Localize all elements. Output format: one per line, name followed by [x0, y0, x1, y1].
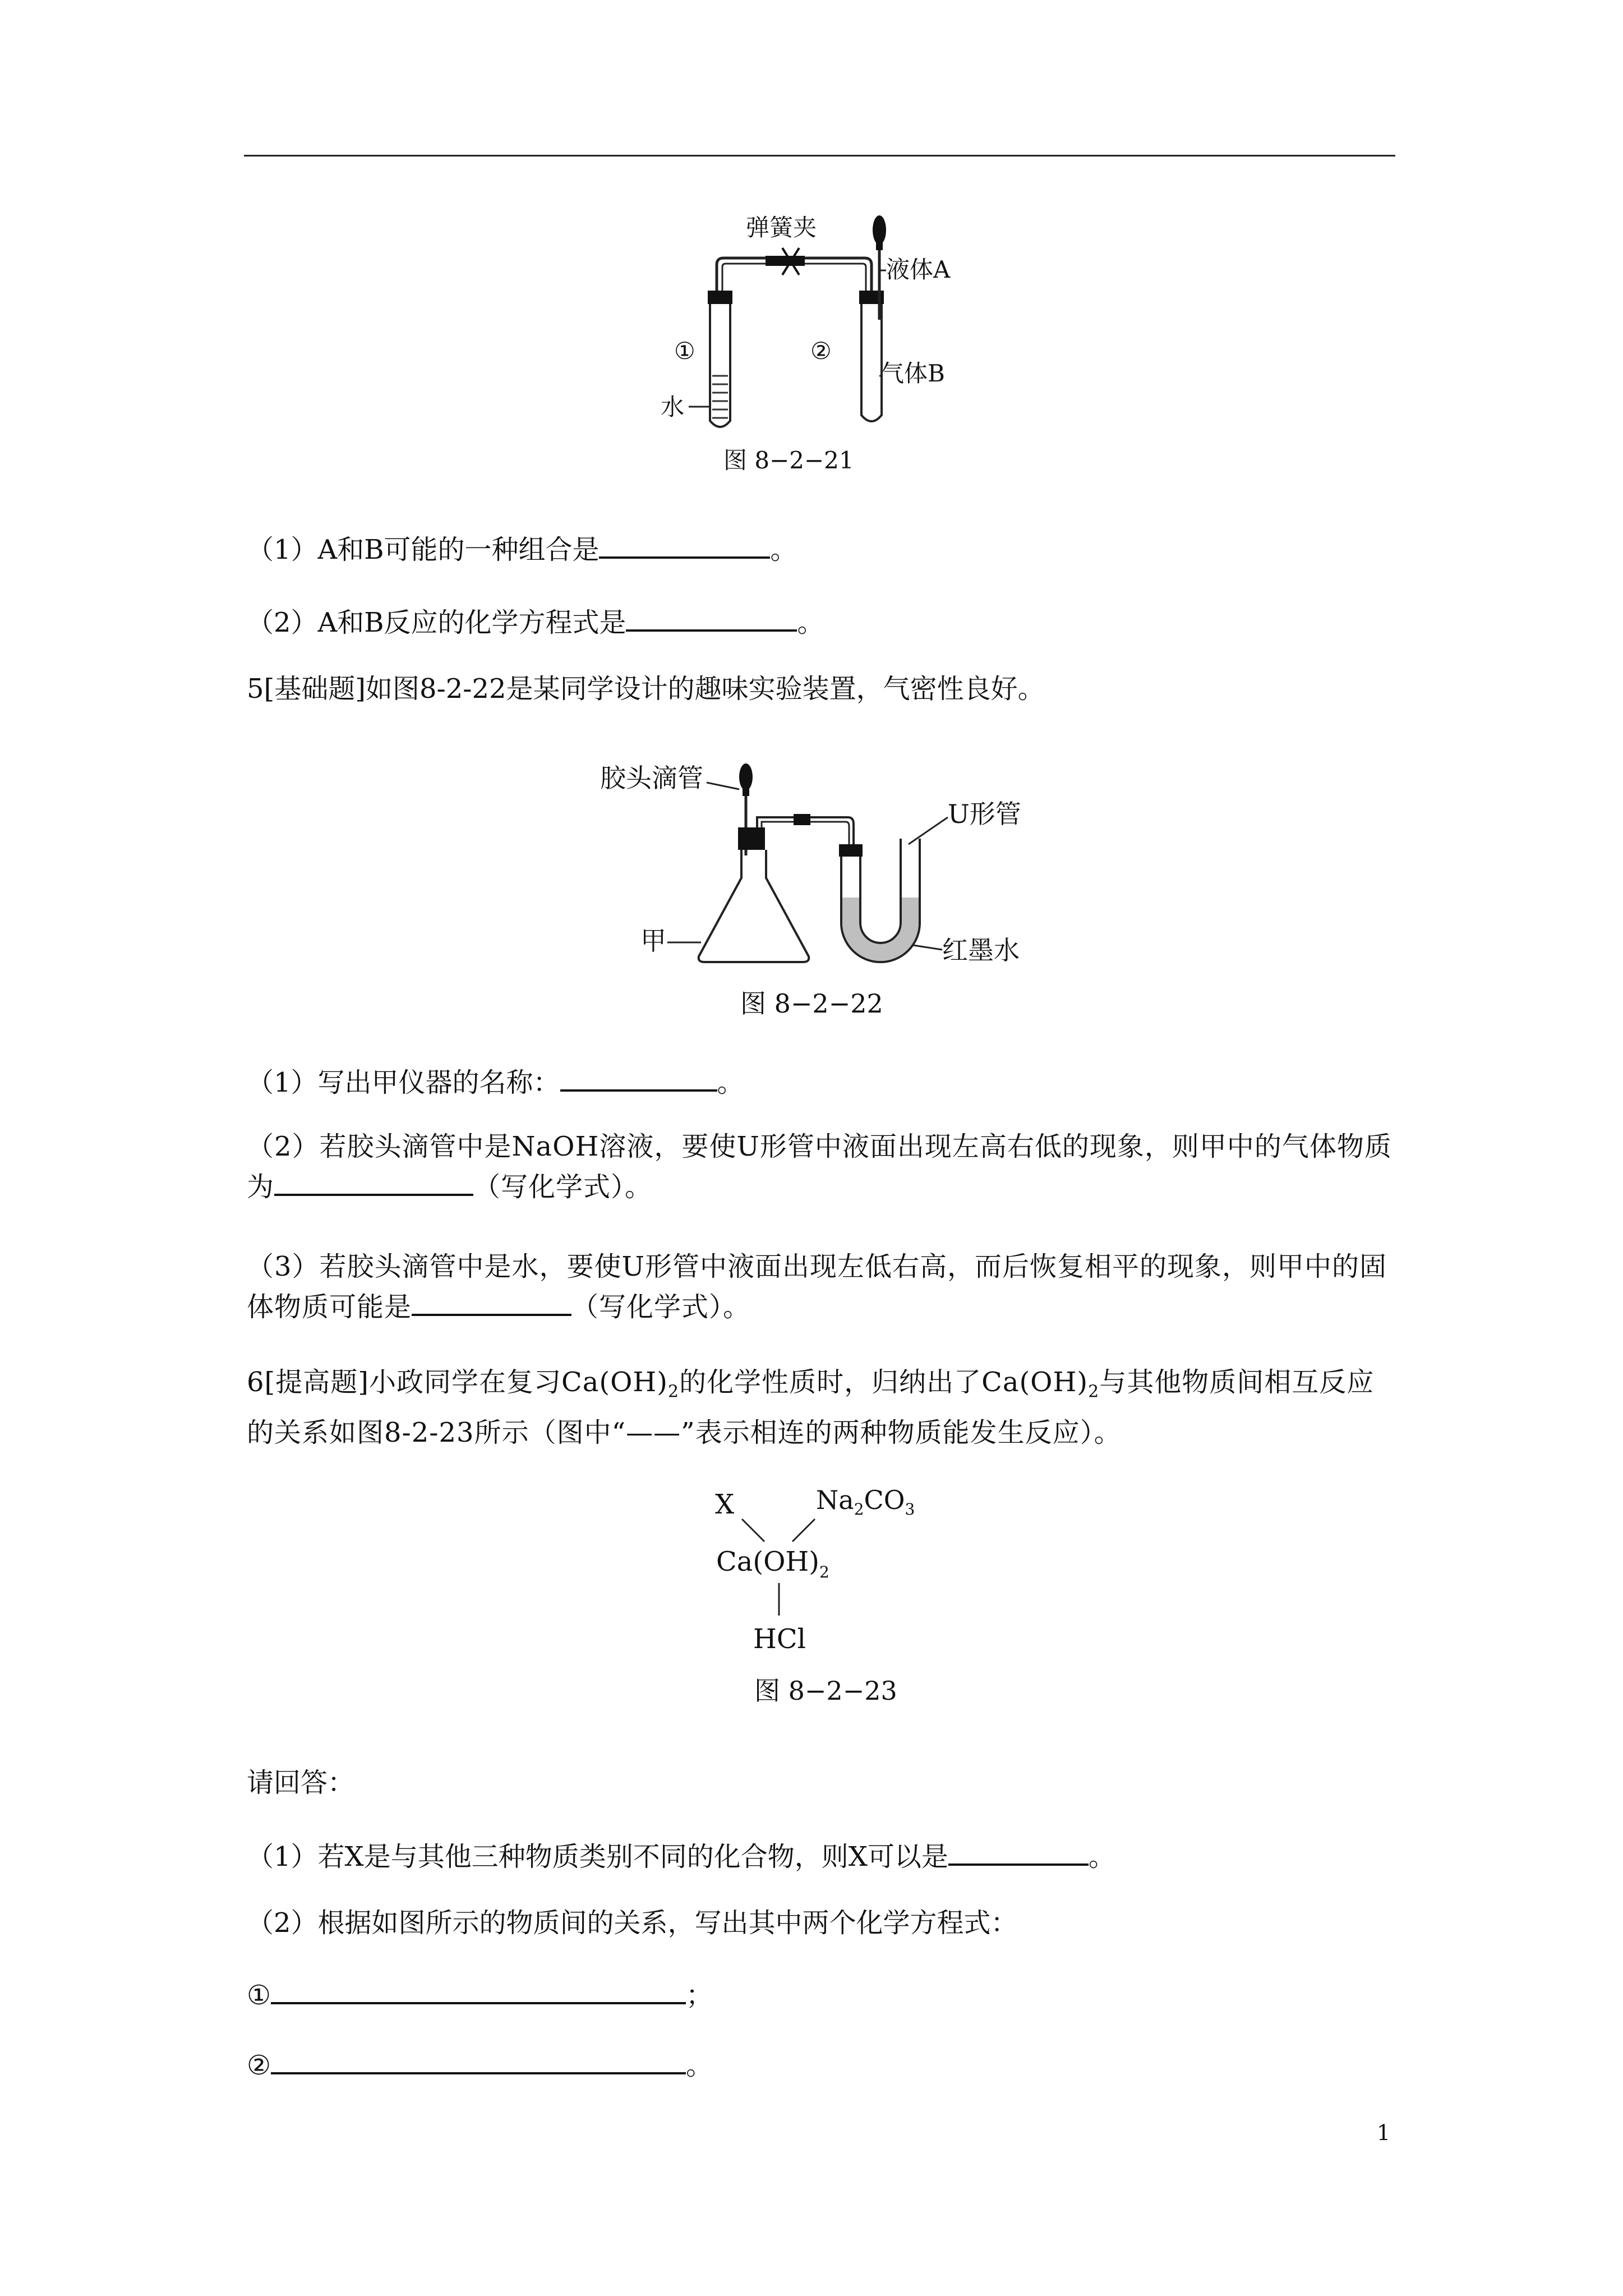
u-tube-label: U形管	[948, 799, 1021, 829]
q6-equation-2: ② 。	[247, 2047, 713, 2082]
link-x-caoh2	[742, 1519, 764, 1542]
answer-blank[interactable]	[560, 1065, 717, 1092]
conical-flask	[699, 850, 809, 962]
answer-blank[interactable]	[599, 532, 770, 559]
q4-part-2: （2）A和B反应的化学方程式是 。	[247, 605, 824, 639]
flask-label: 甲	[640, 926, 666, 956]
q6-title: 6[提高题]小政同学在复习$Ca(OH)_2$的化学性质时，归纳出了$Ca(OH)_2$与其他物质间相互反应的关系如图8-2-23所示（图中“——”表示相连的两种物质能发生反应）。	[247, 1366, 1375, 1448]
q6-part-2: （2）根据如图所示的物质间的关系，写出其中两个化学方程式：	[247, 1907, 1018, 1939]
figure-8-2-23	[709, 1481, 945, 1717]
answer-blank[interactable]	[412, 1289, 571, 1316]
dropper-label: 胶头滴管	[600, 763, 703, 793]
answer-blank[interactable]	[274, 1169, 473, 1196]
water-label: 水	[661, 393, 685, 421]
answer-blank[interactable]	[271, 1977, 686, 2004]
flask-stopper	[738, 827, 765, 850]
node-na2co3: $Na_2CO_3$	[816, 1485, 915, 1519]
link-na2co3-caoh2	[792, 1519, 815, 1542]
header-rule	[244, 155, 1395, 157]
answer-blank[interactable]	[626, 605, 797, 632]
tube-1-mark: ①	[674, 337, 695, 365]
u-tube-stopper	[839, 844, 863, 857]
liquid-a-label: 液体A	[886, 256, 951, 283]
test-tube-2	[861, 304, 882, 421]
relation-diagram-23	[709, 1481, 945, 1717]
answer-blank[interactable]	[271, 2047, 686, 2074]
water-hatching	[712, 376, 728, 418]
node-x: X	[715, 1489, 735, 1520]
gas-b-label: 气体B	[880, 360, 945, 387]
q4-part-1: （1）A和B可能的一种组合是 。	[247, 532, 797, 567]
dropper-bulb	[873, 215, 886, 245]
spring-clamp	[766, 256, 805, 266]
figure-caption-23: 图 8−2−23	[754, 1676, 897, 1706]
apparatus-diagram-21	[645, 208, 981, 477]
answer-blank[interactable]	[948, 1839, 1089, 1866]
page-number: 1	[1377, 2120, 1391, 2145]
spring-clamp-label: 弹簧夹	[746, 214, 817, 241]
red-ink-label: 红墨水	[942, 935, 1020, 965]
tube-2-mark: ②	[810, 337, 832, 365]
q5-part-3: （3）若胶头滴管中是水，要使U形管中液面出现左低右高，而后恢复相平的现象，则甲中的固体物质可能是 （写化学式）。	[247, 1251, 1387, 1323]
q5-part-1: （1）写出甲仪器的名称： 。	[247, 1065, 744, 1099]
q6-prompt: 请回答：	[247, 1767, 355, 1798]
node-caoh2: $Ca(OH)_2$	[716, 1546, 829, 1581]
figure-caption-21: 图 8−2−21	[723, 447, 854, 474]
apparatus-diagram-22	[594, 754, 1077, 1024]
node-hcl: HCl	[753, 1623, 806, 1655]
figure-8-2-21	[645, 208, 981, 477]
figure-caption-22: 图 8−2−22	[740, 988, 883, 1019]
q6-equation-1: ① ；	[247, 1977, 713, 2012]
test-tube-1	[710, 304, 730, 427]
figure-8-2-22	[594, 754, 1077, 1024]
q5-part-2: （2）若胶头滴管中是NaOH溶液，要使U形管中液面出现左高右低的现象，则甲中的气体物质为 （写化学式）。	[247, 1131, 1392, 1203]
q5-title: 5[基础题]如图8-2-22是某同学设计的趣味实验装置，气密性良好。	[247, 673, 1045, 705]
stopper-1	[708, 291, 732, 304]
q6-part-1: （1）若X是与其他三种物质类别不同的化合物，则X可以是 。	[247, 1839, 1115, 1874]
